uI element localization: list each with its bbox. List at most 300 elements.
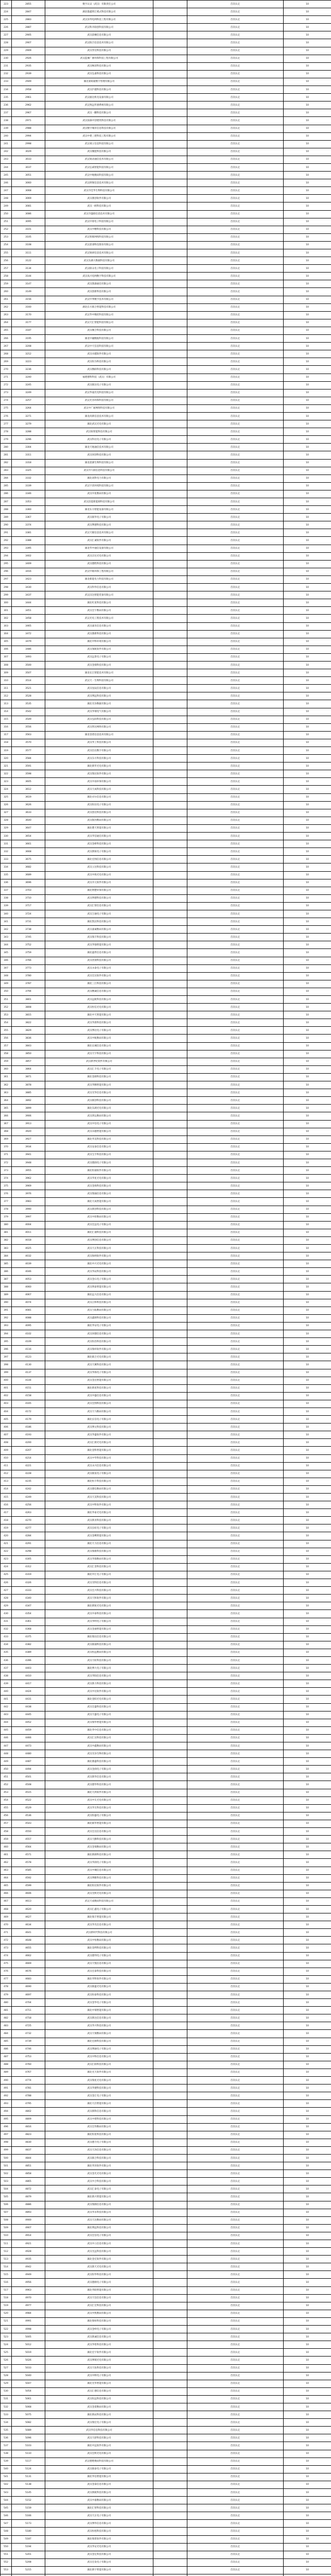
row-index: 324 bbox=[1, 786, 12, 793]
status-text: 首次认定 bbox=[187, 2279, 284, 2286]
row-id: 3264 bbox=[12, 404, 45, 412]
amount-value: 10 bbox=[284, 2263, 331, 2271]
row-index: 552 bbox=[1, 2558, 12, 2566]
company-name: 武汉数字城市信息科技有限公司 bbox=[45, 125, 153, 132]
table-row bbox=[1, 1867, 331, 1874]
status-text: 首次认定 bbox=[187, 1252, 284, 1260]
status-text: 首次认定 bbox=[187, 436, 284, 444]
row-id: 4739 bbox=[12, 2038, 45, 2045]
amount-value: 10 bbox=[284, 1789, 331, 1797]
table-row bbox=[1, 1050, 331, 1058]
status-text: 首次认定 bbox=[187, 2232, 284, 2240]
blank-cell bbox=[153, 2286, 187, 2294]
amount-value: 10 bbox=[284, 366, 331, 374]
table-row bbox=[1, 1711, 331, 1719]
row-index: 320 bbox=[1, 755, 12, 762]
company-name: 武汉德源电子有限公司 bbox=[45, 2279, 153, 2286]
blank-cell bbox=[153, 801, 187, 809]
status-text: 首次认定 bbox=[187, 801, 284, 809]
row-id: 4508 bbox=[12, 1781, 45, 1789]
company-name: 武汉中联环保工程有限公司 bbox=[45, 568, 153, 575]
company-name: 武汉精诚信息有限公司 bbox=[45, 988, 153, 995]
company-name: 湖北荆楚环保有限公司 bbox=[45, 887, 153, 894]
row-index: 406 bbox=[1, 1423, 12, 1431]
company-name: 武汉博达电子有限公司 bbox=[45, 1027, 153, 1035]
row-index: 346 bbox=[1, 957, 12, 964]
row-index: 390 bbox=[1, 1299, 12, 1307]
company-name: 武汉恒为科技有限公司 bbox=[45, 358, 153, 366]
row-index: 551 bbox=[1, 2551, 12, 2558]
row-index: 280 bbox=[1, 444, 12, 451]
table-row bbox=[1, 1913, 331, 1921]
blank-cell bbox=[153, 2248, 187, 2256]
blank-cell bbox=[153, 39, 187, 47]
row-id: 5131 bbox=[12, 2473, 45, 2481]
row-id: 3710 bbox=[12, 894, 45, 902]
amount-value: 10 bbox=[284, 1408, 331, 1415]
company-name: 武汉沪越科技有限公司 bbox=[45, 86, 153, 94]
blank-cell bbox=[153, 1983, 187, 1991]
amount-value: 10 bbox=[284, 1462, 331, 1470]
status-text: 首次认定 bbox=[187, 62, 284, 70]
row-id: 3095 bbox=[12, 218, 45, 226]
row-index: 299 bbox=[1, 591, 12, 599]
blank-cell bbox=[153, 31, 187, 39]
row-index: 507 bbox=[1, 2209, 12, 2216]
row-index: 301 bbox=[1, 607, 12, 615]
row-id: 3051 bbox=[12, 172, 45, 179]
row-index: 376 bbox=[1, 1190, 12, 1198]
row-index: 535 bbox=[1, 2427, 12, 2434]
row-id: 3514 bbox=[12, 677, 45, 685]
blank-cell bbox=[153, 731, 187, 739]
row-id: 3976 bbox=[12, 1190, 45, 1198]
row-index: 491 bbox=[1, 2084, 12, 2092]
status-text: 首次认定 bbox=[187, 412, 284, 420]
table-row bbox=[1, 381, 331, 389]
row-id: 3682 bbox=[12, 863, 45, 871]
table-row bbox=[1, 2030, 331, 2038]
row-index: 504 bbox=[1, 2185, 12, 2193]
status-text: 首次认定 bbox=[187, 16, 284, 24]
amount-value: 10 bbox=[284, 1206, 331, 1213]
status-text: 首次认定 bbox=[187, 303, 284, 311]
company-name: 武汉天美科技有限公司 bbox=[45, 1494, 153, 1501]
company-name: 武汉博瑞光电有限公司 bbox=[45, 2357, 153, 2364]
amount-value: 10 bbox=[284, 1065, 331, 1073]
status-text: 首次认定 bbox=[187, 2387, 284, 2395]
row-index: 284 bbox=[1, 474, 12, 482]
row-index: 534 bbox=[1, 2419, 12, 2427]
company-name: 湖北汇智科技有限公司 bbox=[45, 2504, 153, 2512]
row-id: 3029 bbox=[12, 148, 45, 156]
amount-value: 10 bbox=[284, 1836, 331, 1843]
company-name: 湖北宏宇软件有限公司 bbox=[45, 2349, 153, 2357]
status-text: 首次认定 bbox=[187, 1019, 284, 1027]
row-index: 278 bbox=[1, 428, 12, 436]
row-index: 429 bbox=[1, 1602, 12, 1610]
table-row bbox=[1, 622, 331, 630]
company-name: 武汉华海电子有限公司 bbox=[45, 1369, 153, 1377]
table-row bbox=[1, 2504, 331, 2512]
row-index: 396 bbox=[1, 1346, 12, 1353]
status-text: 首次认定 bbox=[187, 692, 284, 700]
company-name: 湖北中兴光电有限公司 bbox=[45, 1260, 153, 1268]
company-name: 武汉联华电子有限公司 bbox=[45, 514, 153, 521]
table-row bbox=[1, 1276, 331, 1283]
row-id: 4095 bbox=[12, 1322, 45, 1330]
status-text: 首次认定 bbox=[187, 226, 284, 233]
company-name: 武汉智联网络科技有限公司 bbox=[45, 233, 153, 241]
company-name: 湖北联合光电有限公司 bbox=[45, 1353, 153, 1361]
amount-value: 10 bbox=[284, 646, 331, 653]
amount-value: 10 bbox=[284, 311, 331, 319]
amount-value: 10 bbox=[284, 381, 331, 389]
table-row bbox=[1, 716, 331, 723]
company-name: 武汉华信息科技有限公司 bbox=[45, 2427, 153, 2434]
status-text: 首次认定 bbox=[187, 2434, 284, 2442]
company-name: 武汉阳合信息技术有限公司 bbox=[45, 39, 153, 47]
amount-value: 10 bbox=[284, 2504, 331, 2512]
amount-value: 10 bbox=[284, 1618, 331, 1625]
amount-value: 10 bbox=[284, 1470, 331, 1478]
row-index: 251 bbox=[1, 218, 12, 226]
row-id: 5005 bbox=[12, 2333, 45, 2341]
amount-value: 10 bbox=[284, 692, 331, 700]
status-text: 首次认定 bbox=[187, 514, 284, 521]
table-row bbox=[1, 428, 331, 436]
blank-cell bbox=[153, 599, 187, 607]
amount-value: 10 bbox=[284, 467, 331, 474]
row-id: 4536 bbox=[12, 1812, 45, 1820]
row-id: 4067 bbox=[12, 1291, 45, 1299]
row-id: 5173 bbox=[12, 2520, 45, 2528]
blank-cell bbox=[153, 16, 187, 24]
blank-cell bbox=[153, 2566, 187, 2574]
company-name: 武汉弘阳科技有限公司 bbox=[45, 716, 153, 723]
row-index: 354 bbox=[1, 1019, 12, 1027]
company-name: 武汉天骄科技有限公司 bbox=[45, 2434, 153, 2442]
amount-value: 10 bbox=[284, 350, 331, 358]
amount-value: 10 bbox=[284, 148, 331, 156]
blank-cell bbox=[153, 1595, 187, 1602]
amount-value: 10 bbox=[284, 280, 331, 288]
row-index: 246 bbox=[1, 179, 12, 187]
table-row bbox=[1, 2279, 331, 2286]
table-row bbox=[1, 1322, 331, 1330]
blank-cell bbox=[153, 1742, 187, 1750]
table-row bbox=[1, 1897, 331, 1905]
table-row bbox=[1, 2380, 331, 2387]
row-index: 501 bbox=[1, 2162, 12, 2170]
blank-cell bbox=[153, 1726, 187, 1734]
status-text: 首次认定 bbox=[187, 24, 284, 31]
row-id: 4046 bbox=[12, 1268, 45, 1276]
amount-value: 10 bbox=[284, 1073, 331, 1081]
company-name: 湖北天成智能有限公司 bbox=[45, 1198, 153, 1206]
row-index: 502 bbox=[1, 2170, 12, 2178]
blank-cell bbox=[153, 1789, 187, 1797]
row-id: 2907 bbox=[12, 39, 45, 47]
amount-value: 10 bbox=[284, 1665, 331, 1672]
amount-value: 10 bbox=[284, 2139, 331, 2146]
status-text: 首次认定 bbox=[187, 2162, 284, 2170]
table-row bbox=[1, 8, 331, 16]
company-name: 湖北金利科技有限公司 bbox=[45, 1944, 153, 1952]
table-row bbox=[1, 848, 331, 856]
status-text: 首次认定 bbox=[187, 910, 284, 918]
company-name: 武汉金诺数码有限公司 bbox=[45, 2403, 153, 2411]
company-name: 武汉市盛联信息技术有限公司 bbox=[45, 210, 153, 218]
row-index: 249 bbox=[1, 202, 12, 210]
company-name: 武汉瑞星光电有限公司 bbox=[45, 2077, 153, 2084]
blank-cell bbox=[153, 871, 187, 879]
company-name: 湖北豪锐通数字管理有限公司 bbox=[45, 78, 153, 86]
table-row bbox=[1, 1136, 331, 1143]
blank-cell bbox=[153, 482, 187, 490]
table-row bbox=[1, 420, 331, 428]
row-id: 5187 bbox=[12, 2535, 45, 2543]
row-id: 4102 bbox=[12, 1330, 45, 1338]
amount-value: 10 bbox=[284, 94, 331, 101]
row-index: 272 bbox=[1, 381, 12, 389]
row-index: 309 bbox=[1, 669, 12, 677]
blank-cell bbox=[153, 2341, 187, 2349]
table-row bbox=[1, 1804, 331, 1812]
company-name: 武汉汇智信息有限公司 bbox=[45, 902, 153, 910]
table-row bbox=[1, 1812, 331, 1820]
amount-value: 10 bbox=[284, 591, 331, 599]
row-index: 370 bbox=[1, 1143, 12, 1151]
blank-cell bbox=[153, 498, 187, 506]
amount-value: 10 bbox=[284, 389, 331, 397]
amount-value: 10 bbox=[284, 2317, 331, 2325]
row-index: 250 bbox=[1, 210, 12, 218]
table-row bbox=[1, 575, 331, 583]
row-id: 4557 bbox=[12, 1836, 45, 1843]
company-name: 武汉金桥科技有限公司 bbox=[45, 840, 153, 848]
blank-cell bbox=[153, 1198, 187, 1206]
blank-cell bbox=[153, 1874, 187, 1882]
status-text: 首次认定 bbox=[187, 1136, 284, 1143]
row-id: 4830 bbox=[12, 2139, 45, 2146]
table-row bbox=[1, 366, 331, 374]
table-row bbox=[1, 389, 331, 397]
row-id: 4424 bbox=[12, 1688, 45, 1696]
blank-cell bbox=[153, 1, 187, 8]
amount-value: 10 bbox=[284, 397, 331, 404]
row-index: 438 bbox=[1, 1672, 12, 1680]
status-text: 首次认定 bbox=[187, 156, 284, 163]
table-row bbox=[1, 1975, 331, 1983]
row-index: 466 bbox=[1, 1890, 12, 1897]
status-text: 首次认定 bbox=[187, 1656, 284, 1664]
row-id: 4060 bbox=[12, 1283, 45, 1291]
row-id: 3626 bbox=[12, 801, 45, 809]
blank-cell bbox=[153, 2131, 187, 2139]
row-id: 3850 bbox=[12, 1050, 45, 1058]
row-index: 359 bbox=[1, 1058, 12, 1065]
table-row bbox=[1, 1221, 331, 1229]
company-name: 湖北新源科技有限公司 bbox=[45, 1851, 153, 1859]
status-text: 首次认定 bbox=[187, 55, 284, 62]
amount-value: 10 bbox=[284, 1494, 331, 1501]
table-row bbox=[1, 444, 331, 451]
amount-value: 10 bbox=[284, 856, 331, 863]
company-name: 武汉华强智能有限公司 bbox=[45, 941, 153, 949]
status-text: 首次认定 bbox=[187, 1781, 284, 1789]
blank-cell bbox=[153, 2465, 187, 2473]
table-row bbox=[1, 1236, 331, 1244]
amount-value: 10 bbox=[284, 319, 331, 327]
row-id: 3156 bbox=[12, 296, 45, 303]
blank-cell bbox=[153, 2497, 187, 2504]
row-index: 303 bbox=[1, 622, 12, 630]
table-row bbox=[1, 537, 331, 545]
status-text: 首次认定 bbox=[187, 926, 284, 934]
status-text: 首次认定 bbox=[187, 1206, 284, 1213]
row-id: 3381 bbox=[12, 529, 45, 537]
row-index: 317 bbox=[1, 731, 12, 739]
company-name: 武汉天勤科技有限公司 bbox=[45, 1836, 153, 1843]
table-row bbox=[1, 1665, 331, 1672]
amount-value: 10 bbox=[284, 109, 331, 117]
status-text: 首次认定 bbox=[187, 1680, 284, 1688]
table-row bbox=[1, 303, 331, 311]
table-row bbox=[1, 2473, 331, 2481]
table-row bbox=[1, 1042, 331, 1050]
table-row bbox=[1, 887, 331, 894]
row-index: 443 bbox=[1, 1711, 12, 1719]
table-row bbox=[1, 762, 331, 770]
row-index: 236 bbox=[1, 101, 12, 109]
company-name: 湖北东方联合智能科技有限公司 bbox=[45, 303, 153, 311]
table-row bbox=[1, 1384, 331, 1392]
row-index: 375 bbox=[1, 1182, 12, 1190]
amount-value: 10 bbox=[284, 1112, 331, 1120]
table-row bbox=[1, 2240, 331, 2248]
row-index: 394 bbox=[1, 1330, 12, 1338]
table-row bbox=[1, 638, 331, 646]
row-id: 3257 bbox=[12, 397, 45, 404]
amount-value: 10 bbox=[284, 778, 331, 786]
blank-cell bbox=[153, 692, 187, 700]
row-id: 3170 bbox=[12, 311, 45, 319]
row-id: 4585 bbox=[12, 1867, 45, 1874]
status-text: 首次认定 bbox=[187, 1703, 284, 1711]
row-index: 500 bbox=[1, 2154, 12, 2162]
row-index: 332 bbox=[1, 848, 12, 856]
row-index: 351 bbox=[1, 996, 12, 1004]
row-id: 2958 bbox=[12, 86, 45, 94]
status-text: 首次认定 bbox=[187, 2123, 284, 2131]
table-row bbox=[1, 498, 331, 506]
row-index: 252 bbox=[1, 226, 12, 233]
row-id: 3105 bbox=[12, 233, 45, 241]
amount-value: 10 bbox=[284, 1198, 331, 1206]
amount-value: 10 bbox=[284, 1991, 331, 1999]
status-text: 首次认定 bbox=[187, 739, 284, 747]
row-index: 315 bbox=[1, 716, 12, 723]
row-index: 459 bbox=[1, 1836, 12, 1843]
row-index: 302 bbox=[1, 615, 12, 622]
company-name: 武汉一鹏科技有限公司 bbox=[45, 109, 153, 117]
row-index: 223 bbox=[1, 1, 12, 8]
blank-cell bbox=[153, 2403, 187, 2411]
amount-value: 10 bbox=[284, 1307, 331, 1314]
company-name: 武汉创达科技有限公司 bbox=[45, 809, 153, 817]
blank-cell bbox=[153, 1625, 187, 1633]
blank-cell bbox=[153, 1097, 187, 1105]
status-text: 首次认定 bbox=[187, 2154, 284, 2162]
row-id: 4627 bbox=[12, 1913, 45, 1921]
row-index: 226 bbox=[1, 24, 12, 31]
row-id: 3081 bbox=[12, 202, 45, 210]
status-text: 首次认定 bbox=[187, 584, 284, 591]
company-name: 武汉前檀信息有限公司 bbox=[45, 31, 153, 39]
table-row bbox=[1, 2201, 331, 2209]
blank-cell bbox=[153, 55, 187, 62]
row-index: 323 bbox=[1, 778, 12, 786]
status-text: 首次认定 bbox=[187, 708, 284, 716]
blank-cell bbox=[153, 2201, 187, 2209]
row-index: 456 bbox=[1, 1812, 12, 1820]
row-index: 365 bbox=[1, 1105, 12, 1112]
amount-value: 10 bbox=[284, 1828, 331, 1836]
status-text: 首次认定 bbox=[187, 2271, 284, 2279]
row-index: 391 bbox=[1, 1307, 12, 1314]
amount-value: 10 bbox=[284, 459, 331, 467]
row-id: 4291 bbox=[12, 1540, 45, 1548]
row-id: 4907 bbox=[12, 2224, 45, 2232]
status-text: 首次认定 bbox=[187, 863, 284, 871]
table-row bbox=[1, 1540, 331, 1548]
status-text: 首次认定 bbox=[187, 2286, 284, 2294]
row-id: 4375 bbox=[12, 1633, 45, 1641]
company-name: 武汉华瑞电气有限公司 bbox=[45, 708, 153, 716]
company-name: 武汉锐动通信技术有限公司 bbox=[45, 156, 153, 163]
row-id: 4396 bbox=[12, 1656, 45, 1664]
company-name: 湖北宏图信息有限公司 bbox=[45, 856, 153, 863]
amount-value: 10 bbox=[284, 2481, 331, 2488]
amount-value: 10 bbox=[284, 78, 331, 86]
blank-cell bbox=[153, 2084, 187, 2092]
row-id: 4725 bbox=[12, 2022, 45, 2030]
row-id: 4193 bbox=[12, 1431, 45, 1439]
status-text: 首次认定 bbox=[187, 545, 284, 552]
row-id: 4445 bbox=[12, 1711, 45, 1719]
status-text: 首次认定 bbox=[187, 1610, 284, 1618]
amount-value: 10 bbox=[284, 1742, 331, 1750]
row-index: 327 bbox=[1, 809, 12, 817]
amount-value: 10 bbox=[284, 1175, 331, 1182]
blank-cell bbox=[153, 1804, 187, 1812]
row-index: 464 bbox=[1, 1874, 12, 1882]
row-id: 4270 bbox=[12, 1517, 45, 1524]
blank-cell bbox=[153, 490, 187, 498]
company-name: 武汉华伦科技有限公司 bbox=[45, 2341, 153, 2349]
table-row bbox=[1, 1524, 331, 1532]
blank-cell bbox=[153, 1641, 187, 1649]
amount-value: 10 bbox=[284, 1105, 331, 1112]
row-id: 3249 bbox=[12, 389, 45, 397]
blank-cell bbox=[153, 2481, 187, 2488]
table-row bbox=[1, 374, 331, 381]
status-text: 首次认定 bbox=[187, 444, 284, 451]
table-row bbox=[1, 2427, 331, 2434]
table-row bbox=[1, 140, 331, 148]
blank-cell bbox=[153, 1447, 187, 1454]
